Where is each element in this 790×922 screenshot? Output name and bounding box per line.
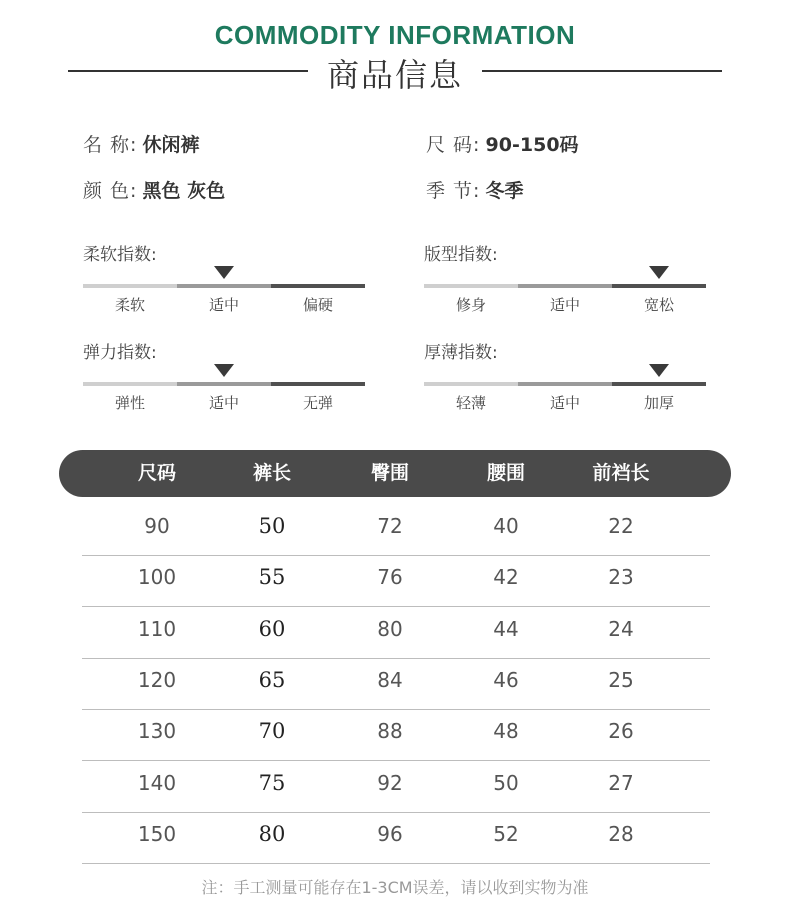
table-cell: 52 bbox=[493, 821, 519, 846]
table-cell: 23 bbox=[608, 565, 634, 590]
table-cell: 120 bbox=[137, 667, 177, 692]
info-name bbox=[83, 130, 200, 157]
table-cell: 76 bbox=[377, 565, 403, 590]
index-title: 版型指数: bbox=[424, 245, 498, 265]
info-season-value: 冬季 bbox=[485, 180, 524, 202]
table-cell: 75 bbox=[258, 770, 286, 795]
row-divider bbox=[82, 863, 710, 864]
index-marker-icon bbox=[214, 364, 234, 377]
info-size bbox=[426, 130, 579, 157]
index-marker-icon bbox=[214, 266, 234, 279]
table-cell: 80 bbox=[258, 821, 286, 846]
table-header-cell: 前裆长 bbox=[592, 462, 650, 484]
index-segment-label: 偏硬 bbox=[302, 296, 333, 314]
index-marker-icon bbox=[649, 266, 669, 279]
table-cell: 88 bbox=[377, 719, 403, 744]
info-color-value: 黑色 灰色 bbox=[142, 180, 226, 202]
index-title: 厚薄指数: bbox=[424, 343, 498, 363]
index-segment-label: 适中 bbox=[208, 394, 239, 412]
info-color bbox=[83, 176, 225, 203]
table-cell: 55 bbox=[258, 565, 286, 590]
index-bar-segment bbox=[177, 284, 271, 288]
table-cell: 25 bbox=[608, 667, 634, 692]
index-segment-label: 适中 bbox=[549, 394, 580, 412]
title-english: COMMODITY INFORMATION bbox=[214, 20, 576, 50]
index-segment-label: 无弹 bbox=[302, 394, 333, 412]
index-segment-label: 弹性 bbox=[114, 394, 145, 412]
info-size-value: 90-150码 bbox=[485, 134, 579, 156]
table-cell: 70 bbox=[258, 719, 286, 744]
table-cell: 84 bbox=[377, 667, 403, 692]
index-bar-segment bbox=[424, 382, 518, 386]
info-size-label: 尺 码: bbox=[426, 134, 481, 156]
table-cell: 28 bbox=[608, 821, 634, 846]
index-bar-segment bbox=[518, 284, 612, 288]
table-cell: 48 bbox=[493, 719, 519, 744]
index-bar-segment bbox=[518, 382, 612, 386]
table-cell: 150 bbox=[137, 821, 177, 846]
index-bar-segment bbox=[177, 382, 271, 386]
table-header-cell: 腰围 bbox=[486, 462, 525, 484]
title-chinese: 商品信息 bbox=[326, 56, 463, 94]
measurement-note: 注：手工测量可能存在1-3CM误差，请以收到实物为准 bbox=[201, 878, 589, 897]
info-name-label: 名 称: bbox=[83, 134, 138, 156]
table-cell: 44 bbox=[493, 616, 519, 641]
table-cell: 24 bbox=[608, 616, 634, 641]
index-segment-label: 柔软 bbox=[114, 296, 145, 314]
index-bar-segment bbox=[424, 284, 518, 288]
table-cell: 26 bbox=[608, 719, 634, 744]
index-marker-icon bbox=[649, 364, 669, 377]
index-segment-label: 宽松 bbox=[643, 296, 674, 314]
divider-right bbox=[482, 70, 722, 72]
table-cell: 140 bbox=[137, 770, 177, 795]
table-cell: 80 bbox=[377, 616, 403, 641]
index-segment-label: 适中 bbox=[208, 296, 239, 314]
index-segment-label: 加厚 bbox=[643, 394, 674, 412]
table-cell: 50 bbox=[493, 770, 519, 795]
table-cell: 60 bbox=[258, 616, 286, 641]
index-title: 柔软指数: bbox=[83, 245, 157, 265]
table-cell: 100 bbox=[137, 565, 177, 590]
table-cell: 65 bbox=[258, 667, 286, 692]
table-cell: 110 bbox=[137, 616, 177, 641]
table-cell: 40 bbox=[493, 514, 519, 538]
table-cell: 50 bbox=[258, 514, 286, 538]
table-cell: 90 bbox=[144, 514, 170, 538]
table-cell: 72 bbox=[377, 514, 403, 538]
table-cell: 22 bbox=[608, 514, 634, 538]
table-cell: 46 bbox=[493, 667, 519, 692]
index-segment-label: 轻薄 bbox=[455, 394, 486, 412]
info-season bbox=[426, 176, 524, 203]
index-segment-label: 适中 bbox=[549, 296, 580, 314]
table-cell: 130 bbox=[137, 719, 177, 744]
index-segment-label: 修身 bbox=[455, 296, 486, 314]
table-cell: 42 bbox=[493, 565, 519, 590]
index-bar-segment bbox=[83, 382, 177, 386]
table-header-cell: 尺码 bbox=[137, 462, 176, 484]
table-cell: 92 bbox=[377, 770, 403, 795]
index-title: 弹力指数: bbox=[83, 343, 157, 363]
table-cell: 96 bbox=[377, 821, 403, 846]
index-bar-segment bbox=[612, 382, 706, 386]
table-header-cell: 臀围 bbox=[370, 462, 409, 484]
table-cell: 27 bbox=[608, 770, 634, 795]
table-header-cell: 裤长 bbox=[252, 462, 291, 484]
info-name-value: 休闲裤 bbox=[142, 134, 200, 156]
info-season-label: 季 节: bbox=[426, 180, 481, 202]
index-bar-segment bbox=[271, 284, 365, 288]
info-color-label: 颜 色: bbox=[83, 180, 138, 202]
index-bar-segment bbox=[83, 284, 177, 288]
index-bar-segment bbox=[612, 284, 706, 288]
index-bar-segment bbox=[271, 382, 365, 386]
